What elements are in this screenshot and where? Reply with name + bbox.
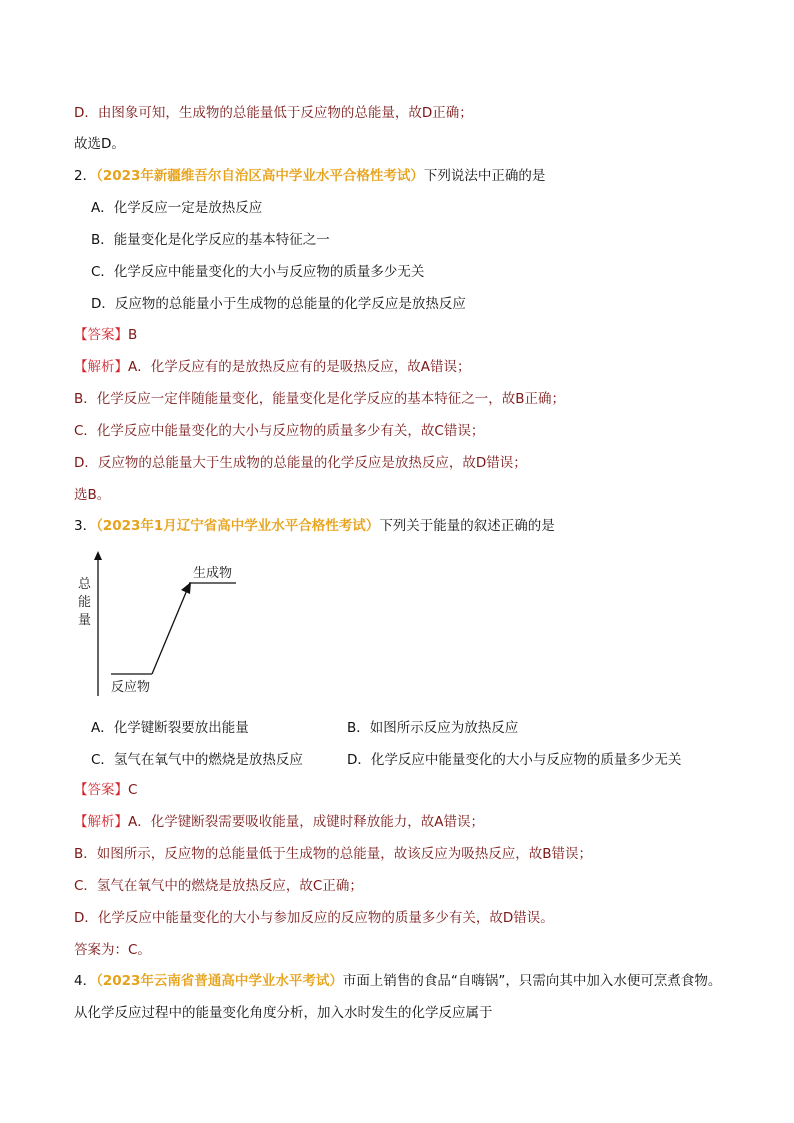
question-2-answer [74,326,137,344]
reaction-arrow-icon [181,582,191,594]
question-2-source: （2023年新疆维吾尔自治区高中学业水平合格性考试） [96,168,424,184]
question-2-option-c: C．化学反应中能量变化的大小与反应物的质量多少无关 [91,264,425,280]
question-3-option-a: A．化学键断裂要放出能量 [91,720,249,736]
product-label: 生成物 [193,566,233,581]
question-4-number: 4． [74,973,97,989]
question-2-number: 2． [74,168,97,184]
question-3-stem: 下列关于能量的叙述正确的是 [379,518,555,534]
question-2-stem: 下列说法中正确的是 [423,168,546,184]
question-3-conclusion: 答案为：C。 [74,942,151,958]
question-3-analysis-a [74,813,484,831]
answer-value: B [128,327,138,343]
question-3-header [74,517,555,535]
question-2-analysis-b: B．化学反应一定伴随能量变化，能量变化是化学反应的基本特征之一，故B正确； [74,391,566,407]
question-2-analysis-d: D．反应物的总能量大于生成物的总能量的化学反应是放热反应，故D错误； [74,455,527,471]
reactant-label: 反应物 [111,680,151,695]
question-4-stem: 市面上销售的食品“自嗨锅”，只需向其中加入水便可烹煮食物。 [342,973,722,989]
answer-label: 【答案】 [74,327,128,343]
question-2-header [74,167,545,185]
answer-value: C [128,782,138,798]
question-3-number: 3． [74,518,97,534]
question-2-analysis-c: C．化学反应中能量变化的大小与反应物的质量多少有关，故C错误； [74,423,485,439]
question-4-stem-continued: 从化学反应过程中的能量变化角度分析，加入水时发生的化学反应属于 [74,1005,493,1021]
analysis-label: 【解析】 [74,359,128,375]
question-3-option-c: C．氢气在氧气中的燃烧是放热反应 [91,752,303,768]
question-3-analysis-d: D．化学反应中能量变化的大小与参加反应的反应物的质量多少有关，故D错误。 [74,910,554,926]
question-4-source: （2023年云南省普通高中学业水平考试） [96,973,343,989]
question-2-option-a: A．化学反应一定是放热反应 [91,200,263,216]
y-axis-label-2: 能 [78,595,92,610]
question-2-option-d: D．反应物的总能量小于生成物的总能量的化学反应是放热反应 [91,296,466,312]
question-3-analysis-c: C．氢气在氧气中的燃烧是放热反应，故C正确； [74,878,363,894]
question-4-header [74,972,721,990]
analysis-line: A．化学反应有的是放热反应有的是吸热反应，故A错误； [128,359,471,375]
energy-diagram [70,548,260,698]
prev-answer-conclusion: 故选D。 [74,136,125,152]
y-axis-arrow-icon [94,551,102,560]
question-2-option-b: B．能量变化是化学反应的基本特征之一 [91,232,330,248]
question-3-option-d: D．化学反应中能量变化的大小与反应物的质量多少无关 [347,752,682,768]
analysis-line: A．化学键断裂需要吸收能量，成键时释放能力，故A错误； [128,814,484,830]
y-axis-label-1: 总 [78,577,92,592]
answer-label: 【答案】 [74,782,128,798]
prev-answer-d-line: D．由图象可知，生成物的总能量低于反应物的总能量，故D正确； [74,105,473,121]
question-2-conclusion: 选B。 [74,487,111,503]
question-2-analysis-a [74,358,470,376]
question-3-analysis-b: B．如图所示，反应物的总能量低于生成物的总能量，故该反应为吸热反应，故B错误； [74,846,593,862]
question-3-answer [74,781,137,799]
y-axis-label-3: 量 [78,613,92,628]
analysis-label: 【解析】 [74,814,128,830]
question-3-source: （2023年1月辽宁省高中学业水平合格性考试） [96,518,380,534]
question-3-option-b: B．如图所示反应为放热反应 [347,720,519,736]
reaction-path [152,590,187,674]
